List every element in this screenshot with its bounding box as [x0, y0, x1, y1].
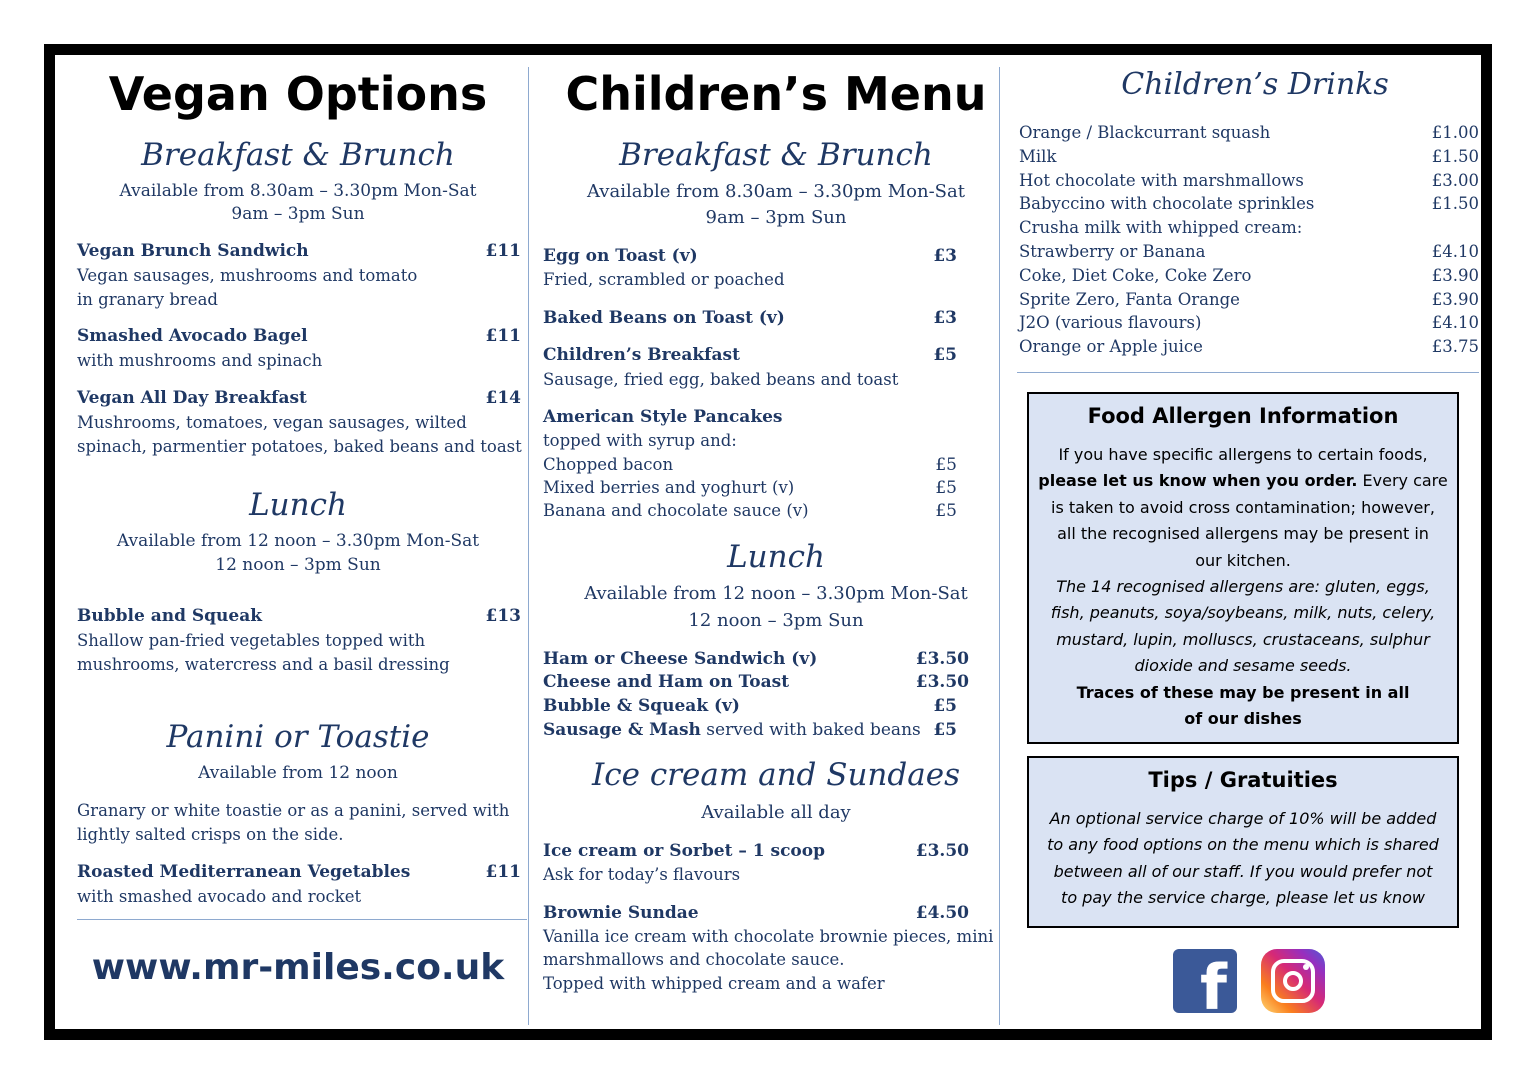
vegan-title: Vegan Options [108, 67, 488, 121]
allergen-text: our kitchen. [1195, 550, 1291, 570]
tips-text: to pay the service charge, please let us know [1061, 888, 1425, 908]
allergen-text: please let us know when you order. Every care [1038, 471, 1448, 491]
menu-item-price: £13 [485, 606, 521, 626]
children-lunch-avail: Available from 12 noon – 3.30pm Mon-Sat [584, 583, 968, 604]
menu-item-price: £3.50 [915, 649, 969, 669]
menu-item-price: £5 [935, 501, 957, 521]
menu-item-desc: with mushrooms and spinach [77, 351, 323, 370]
menu-item-price: £11 [485, 241, 521, 261]
allergen-list: mustard, lupin, molluscs, crustaceans, sulphur [1056, 629, 1430, 649]
menu-item-name: Ice cream or Sorbet – 1 scoop [543, 841, 825, 861]
drink-price: £1.00 [1431, 123, 1479, 142]
menu-item-price: £3 [933, 246, 957, 266]
menu-item-name: Cheese and Ham on Toast [543, 672, 790, 692]
drink-price: £3.00 [1431, 170, 1479, 190]
drinks-column [1017, 55, 1493, 1029]
menu-item-price: £11 [485, 326, 521, 346]
menu-item-desc: spinach, parmentier potatoes, baked beans and toast [77, 437, 522, 456]
allergen-heading: Food Allergen Information [1087, 404, 1399, 428]
vegan-lunch-heading: Lunch [249, 487, 347, 523]
drink-price: £3.90 [1431, 265, 1479, 285]
drink-name: J2O (various flavours) [1019, 313, 1202, 333]
menu-item-price: £5 [935, 478, 957, 498]
allergen-text: If you have specific allergens to certain foods, [1058, 445, 1428, 464]
panini-intro: lightly salted crisps on the side. [77, 825, 344, 844]
allergen-warning: Traces of these may be present in all [1076, 682, 1410, 702]
menu-item-name: Roasted Mediterranean Vegetables [77, 862, 411, 882]
menu-item-name: American Style Pancakes [543, 407, 783, 427]
column-divider [528, 67, 529, 1025]
allergen-list: fish, peanuts, soya/soybeans, milk, nuts, celery, [1050, 603, 1436, 623]
drink-price: £3.75 [1431, 337, 1479, 357]
drink-name: Strawberry or Banana [1019, 242, 1206, 261]
menu-item-desc: Sausage, fried egg, baked beans and toast [543, 370, 899, 389]
tips-heading: Tips / Gratuities [1148, 768, 1338, 792]
menu-item-desc: in granary bread [77, 290, 218, 309]
vegan-lunch-avail-sun: 12 noon – 3pm Sun [215, 555, 381, 575]
menu-item-name: Sausage & Mash served with baked beans [543, 720, 921, 740]
allergen-list: dioxide and sesame seeds. [1134, 656, 1352, 676]
panini-intro: Granary or white toastie or as a panini, served with [77, 801, 510, 820]
children-column [541, 55, 1011, 1029]
drink-name: Babyccino with chocolate sprinkles [1019, 194, 1315, 214]
allergen-warning: of our dishes [1184, 709, 1302, 729]
vegan-panini-avail: Available from 12 noon [198, 763, 398, 783]
vegan-breakfast-avail-sun: 9am – 3pm Sun [231, 204, 365, 224]
vegan-panini-heading: Panini or Toastie [166, 719, 430, 755]
icecream-heading: Ice cream and Sundaes [592, 757, 960, 793]
vegan-breakfast-heading: Breakfast & Brunch [141, 137, 455, 173]
drink-name: Sprite Zero, Fanta Orange [1019, 289, 1240, 309]
drink-name: Milk [1019, 146, 1057, 166]
menu-item-desc: marshmallows and chocolate sauce. [543, 950, 845, 969]
children-breakfast-heading: Breakfast & Brunch [619, 137, 933, 173]
menu-item-desc: Fried, scrambled or poached [543, 270, 785, 289]
menu-item-desc: mushrooms, watercress and a basil dressing [77, 655, 450, 674]
drink-price: £4.10 [1431, 242, 1479, 261]
children-lunch-avail-sun: 12 noon – 3pm Sun [688, 610, 864, 631]
instagram-icon[interactable] [1261, 949, 1325, 1013]
icecream-avail: Available all day [701, 802, 851, 823]
menu-item-desc: Vegan sausages, mushrooms and tomato [77, 266, 418, 285]
vegan-lunch-avail: Available from 12 noon – 3.30pm Mon-Sat [116, 531, 480, 551]
children-lunch-heading: Lunch [727, 539, 825, 575]
drinks-heading: Children’s Drinks [1121, 67, 1389, 102]
menu-item-name: Bubble & Squeak (v) [543, 696, 740, 716]
menu-item-desc: with smashed avocado and rocket [77, 887, 362, 906]
divider [77, 919, 527, 920]
drink-name: Coke, Diet Coke, Coke Zero [1019, 265, 1252, 285]
allergen-info-box [1027, 392, 1459, 744]
allergen-text: is taken to avoid cross contamination; however, [1051, 497, 1435, 517]
menu-item-name: Ham or Cheese Sandwich (v) [543, 649, 818, 669]
menu-item-price: £4.50 [915, 903, 969, 923]
column-divider [999, 67, 1000, 1025]
tips-text: between all of our staff. If you would prefer not [1053, 861, 1433, 881]
menu-item-name: Vegan Brunch Sandwich [77, 241, 309, 261]
menu-item-name: Bubble and Squeak [77, 606, 263, 626]
drink-name: Hot chocolate with marshmallows [1019, 170, 1304, 190]
menu-item-desc: Topped with whipped cream and a wafer [543, 974, 885, 993]
drink-price: £1.50 [1431, 194, 1479, 214]
tips-text: An optional service charge of 10% will be added [1049, 809, 1437, 828]
menu-item-price: £3 [933, 308, 957, 328]
drink-price: £4.10 [1431, 313, 1479, 333]
allergen-list: The 14 recognised allergens are: gluten, eggs, [1056, 577, 1430, 597]
website-link[interactable]: www.mr-miles.co.uk [91, 947, 505, 988]
menu-item-desc: Mushrooms, tomatoes, vegan sausages, wilted [77, 413, 467, 432]
tips-box [1027, 756, 1459, 928]
menu-item-name: Children’s Breakfast [543, 345, 740, 365]
drink-price: £3.90 [1431, 289, 1479, 309]
tips-text: to any food options on the menu which is shared [1047, 835, 1439, 855]
menu-item-price: £11 [485, 862, 521, 882]
menu-item-name: Vegan All Day Breakfast [77, 388, 307, 408]
children-title: Children’s Menu [565, 67, 987, 121]
menu-item-price: £3.50 [915, 841, 969, 861]
menu-item-name: Smashed Avocado Bagel [77, 326, 308, 346]
drink-name: Orange or Apple juice [1019, 337, 1203, 357]
menu-item-price: £3.50 [915, 672, 969, 692]
facebook-icon[interactable]: f [1173, 949, 1237, 1013]
drink-name: Orange / Blackcurrant squash [1019, 123, 1271, 142]
pancake-option: Chopped bacon [543, 455, 674, 474]
menu-item-price: £5 [933, 696, 957, 716]
drink-price: £1.50 [1431, 146, 1479, 166]
menu-item-name: Baked Beans on Toast (v) [543, 308, 785, 328]
drink-name: Crusha milk with whipped cream: [1019, 218, 1303, 238]
menu-item-name: Egg on Toast (v) [543, 246, 698, 266]
menu-item-desc: topped with syrup and: [543, 431, 737, 450]
menu-item-name: Brownie Sundae [543, 903, 699, 923]
allergen-text: all the recognised allergens may be present in [1057, 524, 1429, 544]
pancake-option: Banana and chocolate sauce (v) [543, 501, 809, 520]
menu-item-desc: Shallow pan-fried vegetables topped with [77, 631, 426, 650]
vegan-column [65, 55, 531, 1029]
menu-page [44, 44, 1492, 1040]
menu-item-price: £5 [933, 345, 957, 365]
pancake-option: Mixed berries and yoghurt (v) [543, 478, 795, 497]
menu-item-desc: Vanilla ice cream with chocolate brownie pieces, mini [543, 927, 994, 946]
vegan-breakfast-avail: Available from 8.30am – 3.30pm Mon-Sat [119, 181, 477, 201]
divider [1017, 372, 1479, 373]
menu-item-price: £5 [933, 720, 957, 740]
menu-item-price: £14 [485, 388, 521, 408]
menu-item-price: £5 [935, 455, 957, 475]
children-breakfast-avail: Available from 8.30am – 3.30pm Mon-Sat [587, 181, 965, 202]
children-breakfast-avail-sun: 9am – 3pm Sun [705, 207, 847, 228]
menu-item-desc: Ask for today’s flavours [543, 865, 741, 884]
